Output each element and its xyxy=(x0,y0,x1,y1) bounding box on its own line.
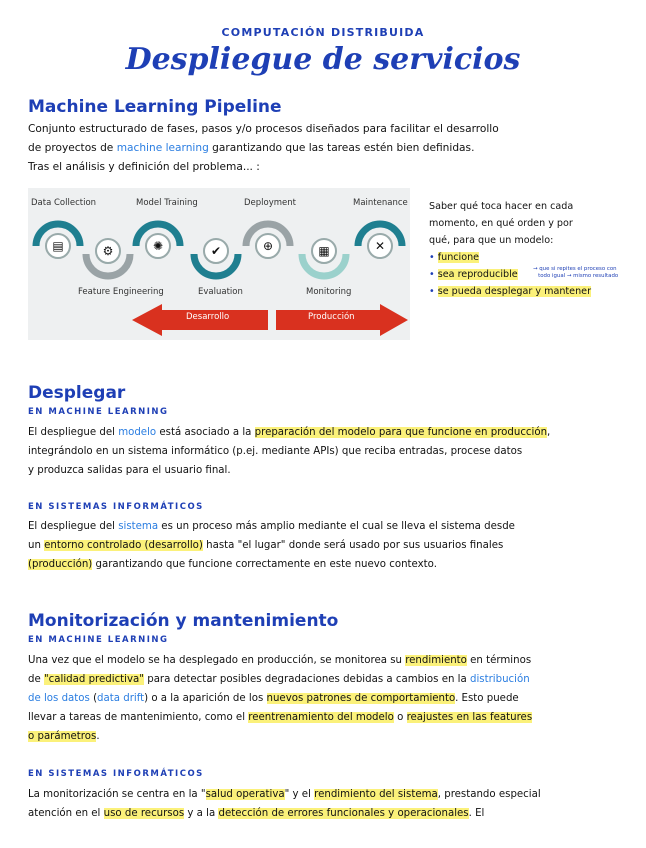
arrow-label-produccion: Producción xyxy=(308,312,355,322)
subheading-monitorizacion-ml: EN MACHINE LEARNING xyxy=(28,635,169,645)
network-icon: ⊕ xyxy=(255,233,281,259)
side-note-bullet-2: • sea reproducible → que si repites el proceso con todo igual → mismo resultado xyxy=(429,266,619,280)
section-heading-ml-pipeline: Machine Learning Pipeline xyxy=(28,97,282,117)
desplegar-ml-line-2: integrándolo en un sistema informático (p.ej. mediante APIs) que reciba entradas, procese datos xyxy=(28,446,523,457)
subheading-desplegar-ml: EN MACHINE LEARNING xyxy=(28,407,169,417)
monitorizacion-si-line-1: La monitorización se centra en la "salud operativa" y el rendimiento del sistema, prestando especial xyxy=(28,789,541,800)
monitor-chart-icon: ▦ xyxy=(311,238,337,264)
side-note-line-2: momento, en qué orden y por xyxy=(429,218,573,229)
side-note-line-1: Saber qué toca hacer en cada xyxy=(429,201,574,212)
stage-label-evaluation: Evaluation xyxy=(198,287,243,297)
ml-pipeline-line-3: Tras el análisis y definición del problema... : xyxy=(28,161,260,173)
side-note-bullet-3: • se pueda desplegar y mantener xyxy=(429,286,592,297)
database-icon: ▤ xyxy=(45,233,71,259)
monitorizacion-ml-line-2: de "calidad predictiva" para detectar posibles degradaciones debidas a cambios en la distribución xyxy=(28,674,530,685)
side-note-line-3: qué, para que un modelo: xyxy=(429,235,554,246)
stage-label-monitoring: Monitoring xyxy=(306,287,352,297)
evaluation-icon: ✔ xyxy=(203,238,229,264)
side-note xyxy=(429,198,619,300)
side-note-annotation: → que si repites el proceso con todo igual → mismo resultado xyxy=(533,266,619,279)
stage-label-feature-engineering: Feature Engineering xyxy=(78,287,164,297)
monitorizacion-ml-line-1: Una vez que el modelo se ha desplegado en producción, se monitorea su rendimiento en términos xyxy=(28,655,532,666)
ml-pipeline-line-2: de proyectos de machine learning garantizando que las tareas estén bien definidas. xyxy=(28,142,475,154)
stage-label-maintenance: Maintenance xyxy=(353,198,408,208)
monitorizacion-si-line-2: atención en el uso de recursos y a la detección de errores funcionales y operacionales. El xyxy=(28,808,485,819)
page-title: Despliegue de servicios xyxy=(125,42,521,77)
side-note-bullet-1: • funcione xyxy=(429,252,480,263)
course-kicker: COMPUTACIÓN DISTRIBUIDA xyxy=(221,26,425,39)
stage-label-deployment: Deployment xyxy=(244,198,296,208)
desplegar-si-line-1: El despliegue del sistema es un proceso más amplio mediante el cual se lleva el sistema desde xyxy=(28,521,515,532)
monitorizacion-ml-line-3: de los datos (data drift) o a la aparición de los nuevos patrones de comportamiento. Esto puede xyxy=(28,693,519,704)
section-heading-monitorizacion: Monitorización y mantenimiento xyxy=(28,611,339,631)
desplegar-ml-line-3: y produzca salidas para el usuario final. xyxy=(28,465,231,476)
section-heading-desplegar: Desplegar xyxy=(28,383,126,403)
tools-icon: ✕ xyxy=(367,233,393,259)
stage-label-data-collection: Data Collection xyxy=(31,198,97,208)
monitorizacion-ml-line-4: llevar a tareas de mantenimiento, como el reentrenamiento del modelo o reajustes en las features xyxy=(28,712,533,723)
desplegar-ml-line-1: El despliegue del modelo está asociado a la preparación del modelo para que funcione en producción, xyxy=(28,427,551,438)
stage-label-model-training: Model Training xyxy=(136,198,198,208)
subheading-monitorizacion-si: EN SISTEMAS INFORMÁTICOS xyxy=(28,769,204,779)
monitorizacion-ml-line-5: o parámetros. xyxy=(28,731,100,742)
ml-pipeline-diagram xyxy=(28,188,410,340)
desplegar-si-line-2: un entorno controlado (desarrollo) hasta "el lugar" donde será usado por sus usuarios finales xyxy=(28,540,504,551)
term-machine-learning: machine learning xyxy=(116,142,209,154)
arrow-label-desarrollo: Desarrollo xyxy=(186,312,230,322)
gears-icon: ⚙ xyxy=(95,238,121,264)
ml-pipeline-line-1: Conjunto estructurado de fases, pasos y/o procesos diseñados para facilitar el desarrollo xyxy=(28,123,499,135)
subheading-desplegar-si: EN SISTEMAS INFORMÁTICOS xyxy=(28,502,204,512)
brain-gear-icon: ✺ xyxy=(145,233,171,259)
desplegar-si-line-3: (producción) garantizando que funcione correctamente en este nuevo contexto. xyxy=(28,559,437,570)
